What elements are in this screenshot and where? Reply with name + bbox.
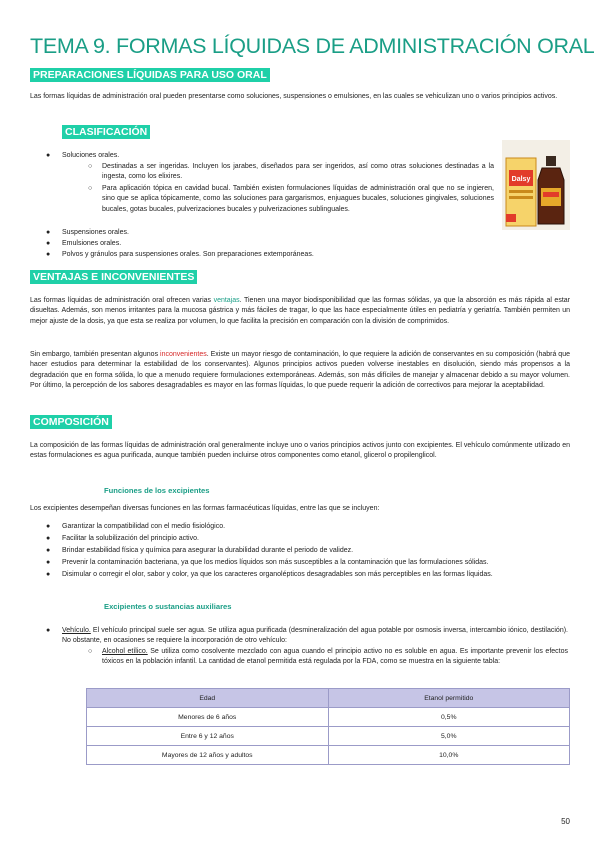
table-cell: 10,0% <box>328 746 570 765</box>
subheading-funciones: Funciones de los excipientes <box>104 486 210 495</box>
section-heading-clasificacion: CLASIFICACIÓN <box>62 125 150 139</box>
bullet-icon: ● <box>46 229 51 236</box>
sub-list-item-text: Para aplicación tópica en cavidad bucal. También existen formulaciones líquidas de administración oral que no se ingieren, sino que se aplica tópicamente, como las soluciones para gargarismos, enjuagues bucales, soluciones gingivales, soluciones bucales, gotas bucales, pulverizaciones bucales y pulverizaciones sublinguales. <box>102 185 494 213</box>
subheading-excipientes: Excipientes o sustancias auxiliares <box>104 602 232 611</box>
table-cell: Menores de 6 años <box>87 708 329 727</box>
bullet-icon: ● <box>46 523 51 530</box>
list-item <box>46 239 492 249</box>
sub-list-item <box>88 184 494 215</box>
table-row <box>87 746 570 765</box>
bottle-brand-label: Dalsy <box>511 176 531 183</box>
circle-bullet-icon: ○ <box>88 185 93 192</box>
alcohol-text: Se utiliza como cosolvente mezclado con agua cuando el principio activo no es soluble en agua. Es importante prevenir los efectos tóxicos en la población infantil. La cantidad de etanol permitida está regulada por la FDA, como se muestra en la siguiente tabla: <box>102 648 568 666</box>
vehiculo-label: Vehículo. <box>62 627 91 634</box>
column-header: Edad <box>87 689 329 708</box>
sub-list-item-text: Destinadas a ser ingeridas. Incluyen los jarabes, diseñados para ser ingeridos, así como otras soluciones destinadas a la ingesta, como los elixires. <box>102 163 494 181</box>
list-item <box>46 570 568 580</box>
bullet-icon: ● <box>46 535 51 542</box>
list-item-text: Polvos y gránulos para suspensiones orales. Son preparaciones extemporáneas. <box>62 251 314 258</box>
syrup-bottle-image <box>502 140 570 230</box>
list-item-text: Garantizar la compatibilidad con el medio fisiológico. <box>62 523 226 530</box>
list-item <box>46 522 568 532</box>
bullet-icon: ● <box>46 559 51 566</box>
list-item-text: Facilitar la solubilización del principio activo. <box>62 535 199 542</box>
ventajas-paragraph <box>30 296 570 327</box>
list-item-text: Soluciones orales. <box>62 152 120 159</box>
text-segment: Sin embargo, también presentan algunos <box>30 351 161 358</box>
table-cell: Mayores de 12 años y adultos <box>87 746 329 765</box>
sub-list-item <box>88 162 494 183</box>
text-segment: . Tienen una mayor biodisponibilidad que las formas sólidas, ya que la absorción es más rápida al estar disueltas. Además, son menos irritantes para la mucosa gástrica y más fáciles de tragar, lo que las hace especialmente útiles en pediatría y geriatría. También permiten un mejor ajuste de la dosis, ya que esta se realiza por volumen, lo que facilita la precisión en comparación con la división de comprimidos. <box>30 297 570 325</box>
list-item <box>46 250 492 260</box>
text-segment: Las formas líquidas de administración oral ofrecen varias <box>30 297 214 304</box>
column-header: Etanol permitido <box>328 689 570 708</box>
list-item-text: Suspensiones orales. <box>62 229 129 236</box>
list-item <box>46 546 568 556</box>
page-number: 50 <box>561 817 570 826</box>
list-item <box>46 228 492 238</box>
bullet-icon: ● <box>46 547 51 554</box>
circle-bullet-icon: ○ <box>88 648 93 655</box>
text-segment: . Existe un mayor riesgo de contaminación, lo que requiere la adición de conservantes en su composición (habrá que hacer estudios para determinar la estabilidad de los conservantes). Algunos principios activos pueden volverse inestables en disolución, siendo más propensos a la degradación que en forma sólida, lo que a menudo requiere formulaciones extemporáneas. Además, son más difíciles de manejar y almacenar debido a su mayor volumen. Por último, la percepción de los sabores desagradables es mayor en las formas líquidas, lo que puede requerir la adición de correctivos para mejorar la aceptabilidad. <box>30 351 570 390</box>
circle-bullet-icon: ○ <box>88 163 93 170</box>
sub-list-item <box>88 647 568 668</box>
page-title: TEMA 9. FORMAS LÍQUIDAS DE ADMINISTRACIÓN ORAL <box>30 34 595 58</box>
list-item <box>46 626 568 647</box>
bullet-icon: ● <box>46 240 51 247</box>
bullet-icon: ● <box>46 152 51 159</box>
section-heading-composicion: COMPOSICIÓN <box>30 415 112 429</box>
ethanol-table <box>86 688 570 765</box>
table-row <box>87 708 570 727</box>
list-item-text: Disimular o corregir el olor, sabor y color, ya que los caracteres organolépticos desagradables son más perceptibles en las formas líquidas. <box>62 571 493 578</box>
table-cell: 0,5% <box>328 708 570 727</box>
syrup-bottle-icon <box>502 140 570 230</box>
alcohol-label: Alcohol etílico. <box>102 648 148 655</box>
list-item <box>46 534 568 544</box>
inconvenientes-paragraph <box>30 350 570 392</box>
table-cell: 5,0% <box>328 727 570 746</box>
table-row <box>87 727 570 746</box>
table-cell: Entre 6 y 12 años <box>87 727 329 746</box>
list-item <box>46 151 492 161</box>
intro-paragraph: Las formas líquidas de administración oral pueden presentarse como soluciones, suspensiones o emulsiones, en las cuales se vehiculizan uno o varios principios activos. <box>30 93 558 100</box>
section-heading-ventajas: VENTAJAS E INCONVENIENTES <box>30 270 197 284</box>
list-item <box>46 558 568 568</box>
bullet-icon: ● <box>46 571 51 578</box>
table-header-row <box>87 689 570 708</box>
composicion-paragraph: La composición de las formas líquidas de administración oral generalmente incluye uno o varios principios activos junto con excipientes. El vehículo comúnmente utilizado en estas formulaciones es agua purificada, aunque también pueden incluirse otros componentes como etanol, glicerol o propilenglicol. <box>30 442 570 460</box>
section-heading-preparaciones: PREPARACIONES LÍQUIDAS PARA USO ORAL <box>30 68 270 82</box>
keyword-inconvenientes: inconvenientes <box>160 351 207 358</box>
funciones-intro: Los excipientes desempeñan diversas funciones en las formas farmacéuticas líquidas, entre las que se incluyen: <box>30 505 380 512</box>
bullet-icon: ● <box>46 251 51 258</box>
list-item-text: Brindar estabilidad física y química para asegurar la durabilidad durante el periodo de validez. <box>62 547 354 554</box>
bullet-icon: ● <box>46 627 51 634</box>
list-item-text: Prevenir la contaminación bacteriana, ya que los medios líquidos son más susceptibles a la contaminación que las formulaciones sólidas. <box>62 559 489 566</box>
list-item-text: Emulsiones orales. <box>62 240 122 247</box>
vehiculo-text: El vehículo principal suele ser agua. Se utiliza agua purificada (desmineralización del agua potable por osmosis inversa, intercambio iónico, destilación). No obstante, en ocasiones se requiere la incorporación de otro vehículo: <box>62 627 568 645</box>
keyword-ventajas: ventajas <box>213 297 240 304</box>
